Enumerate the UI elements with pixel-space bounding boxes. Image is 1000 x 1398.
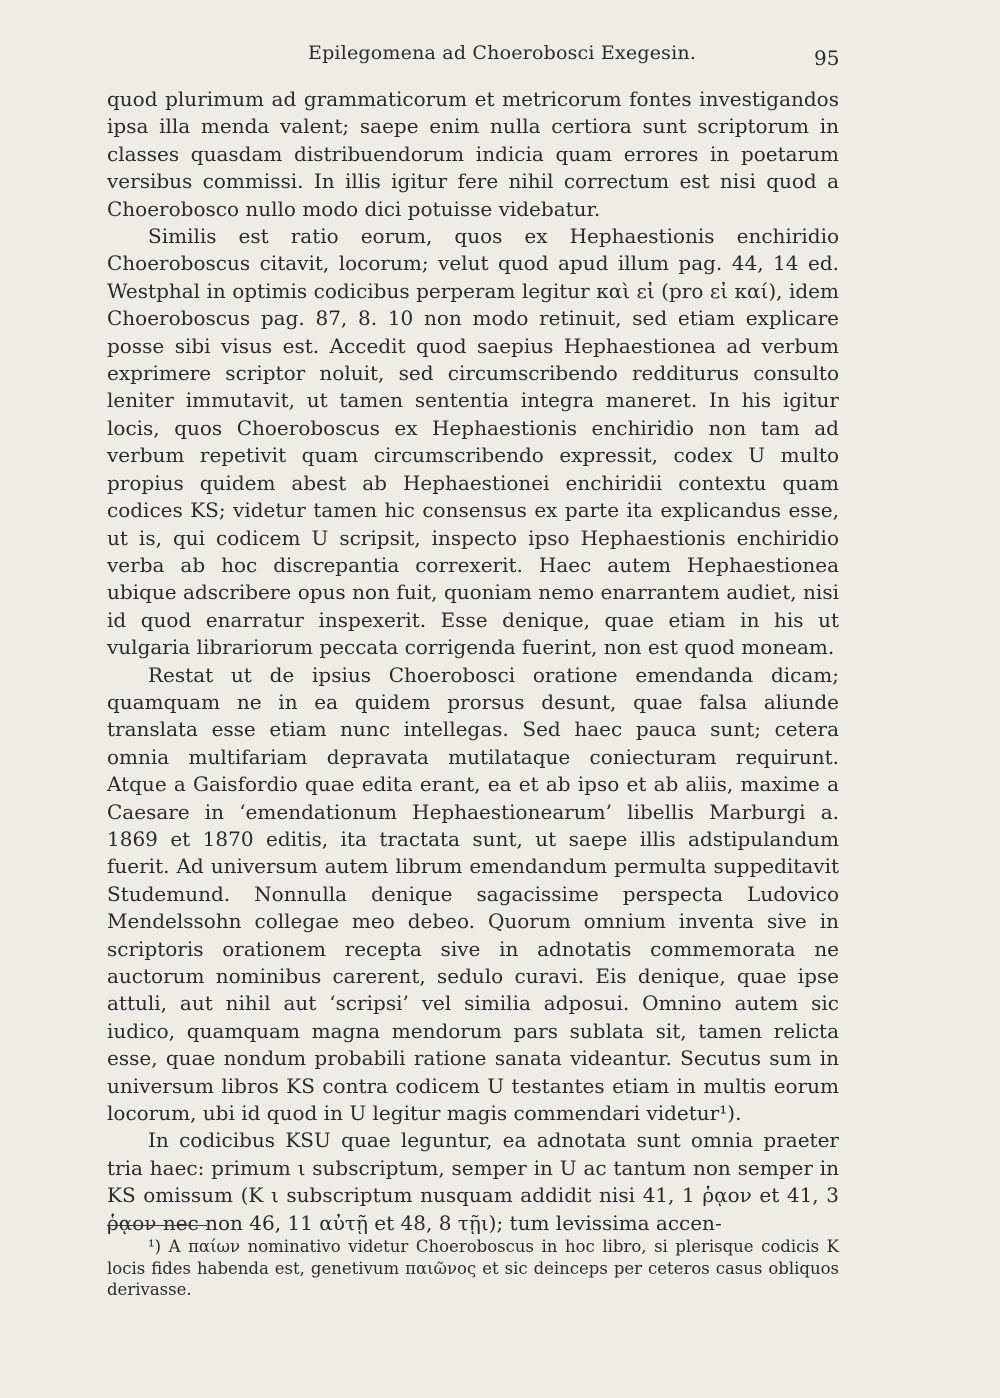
footnote: ¹) A παίων nominativo videtur Choeroboscus in hoc libro, si plerisque codicis K locis fides habenda est, genetivum παιῶνος et sic deinceps per ceteros casus obliquos derivasse. xyxy=(107,1237,839,1299)
paragraph: In codicibus KSU quae leguntur, ea adnotata sunt omnia praeter tria haec: primum ι subscriptum, semper in U ac tantum non semper in KS omissum (K ι subscriptum nusquam addidit nisi 41, 1 ῥᾳον et 41, 3 ῥᾳον nec non 46, 11 αὐτῇ et 48, 8 τῇι); tum levissima accen- xyxy=(107,1128,839,1235)
footnote-separator xyxy=(107,1225,207,1226)
paragraph: Similis est ratio eorum, quos ex Hephaestionis enchiridio Choeroboscus citavit, locorum; velut quod apud illum pag. 44, 14 ed. Westphal in optimis codicibus perperam legitur καὶ εἰ (pro εἰ καί), idem Choeroboscus pag. 87, 8. 10 non modo retinuit, sed etiam explicare posse sibi visus est. Accedit quod saepius Hephaestionea ad verbum exprimere scriptor noluit, sed circumscribendo redditurus consulto leniter immutavit, ut tamen sententia integra maneret. In his igitur locis, quos Choeroboscus ex Hephaestionis enchiridio non tam ad verbum repetivit quam circumscribendo expressit, codex U multo propius quidem abest ab Hephaestionei enchiridii contextu quam codices KS; videtur tamen hic consensus ex parte ita explicandus esse, ut is, qui codicem U scripsit, inspecto ipso Hephaestionis enchiridio verba ab hoc discrepantia correxerit. Haec autem Hephaestionea ubique adscribere opus non fuit, quoniam nemo enarrantem audiet, nisi id quod enarratur inspexerit. Esse denique, quae etiam in his ut vulgaria librariorum peccata corrigenda fuerint, non est quod moneam. xyxy=(107,224,839,660)
paragraph: quod plurimum ad grammaticorum et metricorum fontes investigandos ipsa illa menda valent; saepe enim nulla certiora sunt scriptorum in classes quasdam distribuendorum indicia quam errores in poetarum versibus commissi. In illis igitur fere nihil correctum est nisi quod a Choerobosco nullo modo dici potuisse videbatur. xyxy=(107,87,839,221)
page-header xyxy=(0,42,1000,72)
paragraph: Restat ut de ipsius Choerobosci oratione emendanda dicam; quamquam ne in ea quidem prorsus desunt, quae falsa aliunde translata esse etiam nunc intellegas. Sed haec pauca sunt; cetera omnia multifariam depravata mutilataque coniecturam requirunt. Atque a Gaisfordio quae edita erant, ea et ab ipso et ab aliis, maxime a Caesare in ‘emendationum Hephaestionearum’ libellis Marburgi a. 1869 et 1870 editis, ita tractata sunt, ut saepe illis adstipulandum fuerit. Ad universum autem librum emendandum permulta suppeditavit Studemund. Nonnulla denique sagacissime perspecta Ludovico Mendelssohn collegae meo debeo. Quorum omnium inventa sive in scriptoris orationem recepta sive in adnotatis commemorata ne auctorum nominibus carerent, sedulo curavi. Eis denique, quae ipse attuli, aut nihil aut ‘scripsi’ vel similia adposui. Omnino autem sic iudico, quamquam magna mendorum pars sublata sit, tamen relicta esse, quae nondum probabili ratione sanata videantur. Secutus sum in universum libros KS contra codicem U testantes etiam in multis eorum locorum, ubi id quod in U legitur magis commendari videtur¹). xyxy=(107,662,839,1126)
page-number: 95 xyxy=(814,46,840,70)
running-head: Epilegomena ad Choerobosci Exegesin. xyxy=(308,42,697,64)
body-text xyxy=(107,86,839,1237)
